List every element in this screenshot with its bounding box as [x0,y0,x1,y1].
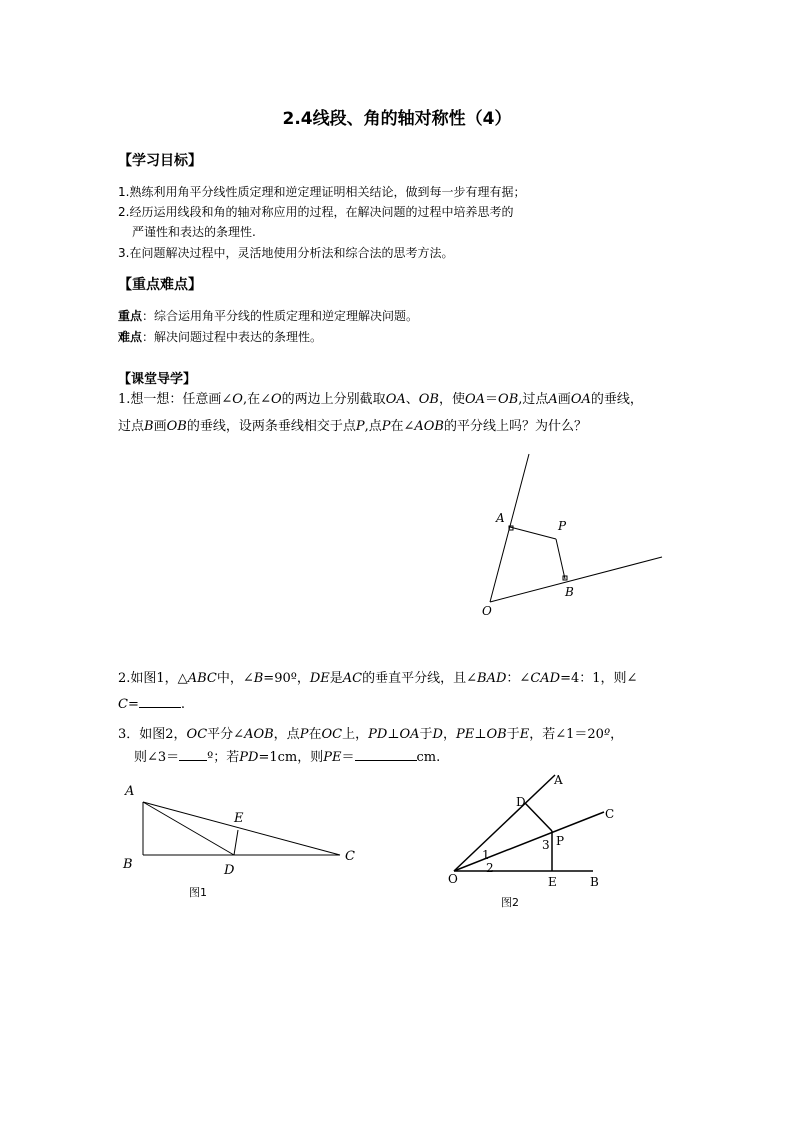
question-2-line-1: 2.如图1，△ABC中，∠B=90º，DE是AC的垂直平分线，且∠BAD：∠CAD=4：1，则∠ [118,671,638,686]
objective-1: 1.熟练利用角平分线性质定理和逆定理证明相关结论，做到每一步有理有据； [118,185,526,199]
question-1-figure [470,448,670,620]
segment-ad [143,802,234,855]
label-p: P [558,519,567,533]
fig2-label-a: A [554,773,563,787]
question-1-line-2: 过点B画OB的垂线，设两条垂线相交于点P,点P在∠AOB的平分线上吗？为什么？ [118,419,587,434]
ray-ob [490,557,662,602]
figure-1 [115,778,365,903]
answer-blank[interactable] [179,760,207,761]
fig1-label-e: E [234,811,244,826]
label-o: O [482,604,492,618]
segment-de [234,830,238,855]
page-title: 2.4线段、角的轴对称性（4） [282,109,512,129]
objectives-heading: 【学习目标】 [118,153,202,169]
question-1-line-1: 1.想一想：任意画∠O,在∠O的两边上分别截取OA、OB，使OA＝OB,过点A画OA的垂线， [118,392,643,407]
fig1-label-b: B [123,857,133,872]
fig1-label-a: A [125,784,135,799]
fig2-label-c: C [605,807,615,821]
label-a: A [496,511,505,525]
segment-pb [556,539,565,579]
objective-2-cont: 严谨性和表达的条理性. [132,225,256,239]
question-3-line-2: 则∠3＝ º；若PD=1cm，则PE＝ cm. [134,750,441,765]
question-2-line-2: C= . [118,697,185,712]
fig2-label-e: E [548,875,557,889]
key-points-heading: 【重点难点】 [118,277,202,293]
ray-oc [454,812,604,871]
objective-3: 3.在问题解决过程中，灵活地使用分析法和综合法的思考方法。 [118,246,454,260]
fig2-label-3: 3 [542,838,550,852]
segment-ac [143,802,340,855]
figure-2-caption: 图2 [501,896,519,909]
figure-2 [440,765,620,915]
guide-heading: 【课堂导学】 [118,372,197,387]
fig2-label-2: 2 [486,861,494,875]
difficulty-point: 难点：解决问题过程中表达的条理性。 [118,330,323,344]
fig2-label-1: 1 [482,848,490,862]
key-point: 重点：综合运用角平分线的性质定理和逆定理解决问题。 [118,309,419,323]
fig2-label-b: B [590,875,599,889]
answer-blank[interactable] [139,707,181,708]
figure-1-caption: 图1 [189,886,207,899]
label-b: B [565,585,574,599]
answer-blank[interactable] [355,760,417,761]
fig1-label-c: C [345,849,355,864]
objective-2: 2.经历运用线段和角的轴对称应用的过程，在解决问题的过程中培养思考的 [118,205,514,219]
fig2-label-p: P [556,834,565,848]
fig2-label-d: D [516,795,526,809]
ray-oa [454,775,555,871]
segment-ap [510,527,556,539]
segment-dp [525,803,552,831]
fig2-label-o: O [448,872,458,886]
question-3-line-1: 3．如图2，OC平分∠AOB，点P在OC上，PD⊥OA于D，PE⊥OB于E，若∠1＝20º， [118,727,624,742]
fig1-label-d: D [224,863,235,878]
